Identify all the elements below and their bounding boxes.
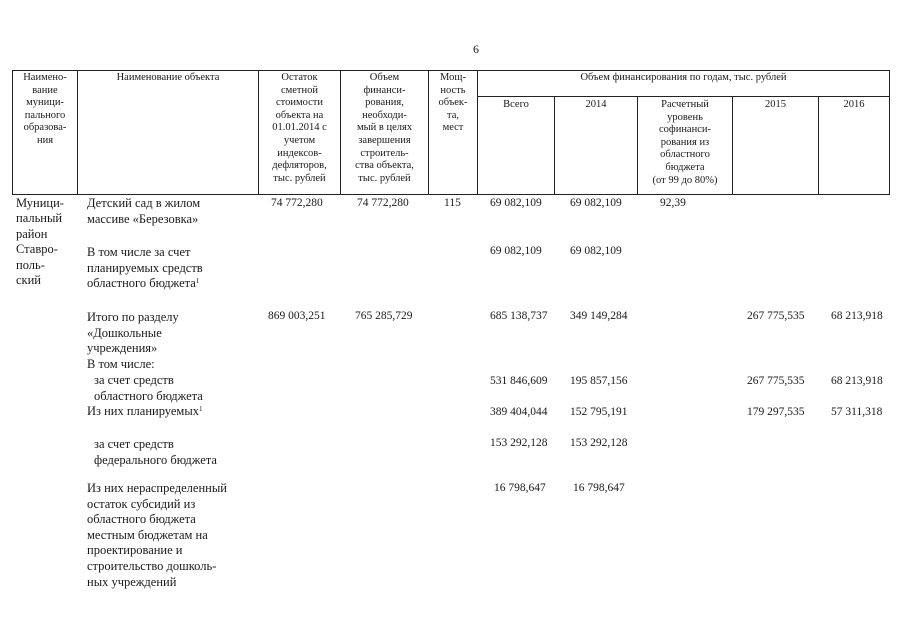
row-section-total-needed: 765 285,729 xyxy=(355,310,413,322)
row-planned-2016: 57 311,318 xyxy=(831,406,883,418)
row-federal-total: 153 292,128 xyxy=(490,437,548,449)
row-undistributed-2014: 16 798,647 xyxy=(573,482,625,494)
header-municipality: Наимено- вание муници- пального образова- ния xyxy=(23,72,67,146)
row-section-total-2014: 349 149,284 xyxy=(570,310,628,322)
row-section-total-2015: 267 775,535 xyxy=(747,310,805,322)
row-regional-total: 531 846,609 xyxy=(490,375,548,387)
row-section-total-2016: 68 213,918 xyxy=(831,310,883,322)
row-regional-2016: 68 213,918 xyxy=(831,375,883,387)
row-kindergarten-name: Детский сад в жилом массиве «Березовка» xyxy=(87,196,201,226)
row-section-total-name: Итого по разделу «Дошкольные учреждения» xyxy=(87,310,179,356)
page-number: 6 xyxy=(473,42,479,56)
row-section-total-remaining: 869 003,251 xyxy=(268,310,326,322)
header-total: Всего xyxy=(503,99,529,110)
row-incl-planned-total: 69 082,109 xyxy=(490,245,542,257)
header-object: Наименование объекта xyxy=(116,72,220,83)
row-kindergarten-2014: 69 082,109 xyxy=(570,197,622,209)
row-kindergarten-total: 69 082,109 xyxy=(490,197,542,209)
row-federal-name: за счет средств федерального бюджета xyxy=(94,437,217,467)
header-capacity: Мощ- ность объек- та, мест xyxy=(438,72,468,134)
row-regional-2014: 195 857,156 xyxy=(570,375,628,387)
row-federal-2014: 153 292,128 xyxy=(570,437,628,449)
row-kindergarten-cofinancing: 92,39 xyxy=(660,197,686,209)
row-regional-name: за счет средств областного бюджета xyxy=(94,373,203,403)
row-planned-2015: 179 297,535 xyxy=(747,406,805,418)
footnote-marker: 1 xyxy=(195,277,200,286)
header-2016: 2016 xyxy=(843,99,865,110)
row-incl-planned-name: В том числе за счет планируемых средств областного бюджета$^1$ xyxy=(87,245,203,291)
row-incl-planned-2014: 69 082,109 xyxy=(570,245,622,257)
municipality-name: Муници- пальный район Ставро- поль- ский xyxy=(16,196,64,288)
header-financing-needed: Объем финанси- рования, необходи- мый в целях завершения строитель- ства объекта, тыс. рублей xyxy=(355,72,414,184)
footnote-marker: 1 xyxy=(198,405,203,413)
row-section-total-total: 685 138,737 xyxy=(490,310,548,322)
row-undistributed-total: 16 798,647 xyxy=(494,482,546,494)
header-2015: 2015 xyxy=(765,99,786,110)
row-planned-2014: 152 795,191 xyxy=(570,406,628,418)
row-planned-name: Из них планируемых$^1$ xyxy=(87,404,203,418)
row-regional-2015: 267 775,535 xyxy=(747,375,805,387)
row-kindergarten-needed: 74 772,280 xyxy=(357,197,409,209)
row-incl-label: В том числе: xyxy=(87,357,155,371)
header-by-years: Объем финансирования по годам, тыс. рублей xyxy=(580,72,787,83)
header-cofinancing: Расчетный уровень софинанси- рования из областного бюджета (от 99 до 80%) xyxy=(652,99,718,186)
row-kindergarten-remaining: 74 772,280 xyxy=(271,197,323,209)
row-undistributed-name: Из них нераспределенный остаток субсидий из областного бюджета местным бюджетам на проектирование и строительство дошколь- ных учреждений xyxy=(87,481,227,589)
header-2014: 2014 xyxy=(585,99,607,110)
row-planned-total: 389 404,044 xyxy=(490,406,548,418)
header-remaining: Остаток сметной стоимости объекта на 01.01.2014 с учетом индексов- дефляторов, тыс. рублей xyxy=(272,72,327,184)
row-kindergarten-capacity: 115 xyxy=(444,197,461,209)
